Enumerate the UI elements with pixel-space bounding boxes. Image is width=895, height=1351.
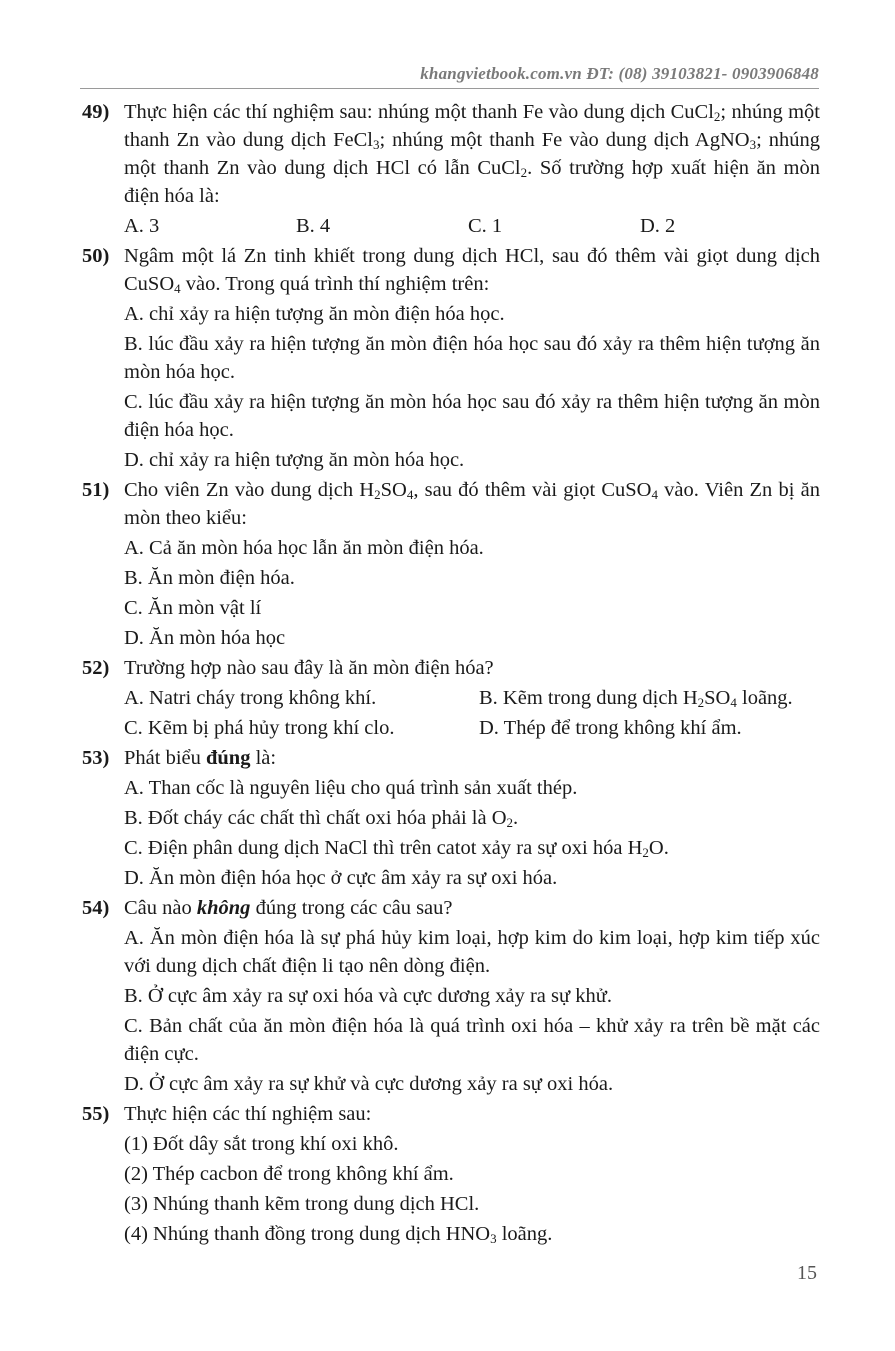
option-b: B. lúc đầu xảy ra hiện tượng ăn mòn điện hóa học sau đó xảy ra thêm hiện tượng ăn mòn hóa học. xyxy=(124,333,820,383)
question-51 xyxy=(82,476,820,652)
option-b: B. Đốt cháy các chất thì chất oxi hóa phải là $O_2$. xyxy=(124,807,519,830)
experiment-item: (3) Nhúng thanh kẽm trong dung dịch HCl. xyxy=(124,1193,480,1215)
question-55 xyxy=(82,1100,820,1248)
option-a: A. Natri cháy trong không khí. xyxy=(124,687,377,709)
question-52 xyxy=(82,654,820,742)
option-d: D. Ở cực âm xảy ra sự khử và cực dương xảy ra sự oxi hóa. xyxy=(124,1073,614,1095)
option-c: C. lúc đầu xảy ra hiện tượng ăn mòn hóa học sau đó xảy ra thêm hiện tượng ăn mòn điện hóa học. xyxy=(124,391,820,441)
emphasis-bold: đúng xyxy=(206,747,251,769)
question-number: 52) xyxy=(82,657,110,679)
option-c: C. Ăn mòn vật lí xyxy=(124,597,262,619)
page-content xyxy=(82,98,820,1250)
experiment-item: (4) Nhúng thanh đồng trong dung dịch $HNO_3$ loãng. xyxy=(124,1223,553,1246)
question-number: 55) xyxy=(82,1103,110,1125)
option-b: B. Ở cực âm xảy ra sự oxi hóa và cực dương xảy ra sự khử. xyxy=(124,985,612,1007)
option-b: B. Ăn mòn điện hóa. xyxy=(124,567,295,589)
experiment-item: (1) Đốt dây sắt trong khí oxi khô. xyxy=(124,1133,399,1155)
option-c: C. Điện phân dung dịch NaCl thì trên catot xảy ra sự oxi hóa $H_2O$. xyxy=(124,837,669,860)
option-c: C. 1 xyxy=(468,215,503,237)
question-54 xyxy=(82,894,820,1098)
option-a: A. 3 xyxy=(124,215,160,237)
option-d: D. Ăn mòn điện hóa học ở cực âm xảy ra sự oxi hóa. xyxy=(124,867,558,889)
question-text: Ngâm một lá Zn tinh khiết trong dung dịch HCl, sau đó thêm vài giọt dung dịch CuSO$_4$ vào. Trong quá trình thí nghiệm trên: xyxy=(124,245,820,296)
answer-options-row xyxy=(124,714,820,742)
option-d: D. chỉ xảy ra hiện tượng ăn mòn hóa học. xyxy=(124,449,465,471)
question-49 xyxy=(82,98,820,240)
question-number: 53) xyxy=(82,747,110,769)
page-header: khangvietbook.com.vn ĐT: (08) 39103821- 0903906848 xyxy=(80,64,819,89)
question-53 xyxy=(82,744,820,892)
answer-options xyxy=(124,212,820,240)
page-number: 15 xyxy=(797,1262,817,1284)
answer-options-row xyxy=(124,684,820,712)
question-number: 54) xyxy=(82,897,110,919)
question-number: 49) xyxy=(82,101,110,123)
experiment-item: (2) Thép cacbon để trong không khí ẩm. xyxy=(124,1163,454,1185)
emphasis-bold-italic: không xyxy=(196,897,251,919)
option-a: A. Than cốc là nguyên liệu cho quá trình sản xuất thép. xyxy=(124,777,578,799)
option-d: D. 2 xyxy=(640,215,676,237)
option-a: A. chỉ xảy ra hiện tượng ăn mòn điện hóa học. xyxy=(124,303,505,325)
question-number: 50) xyxy=(82,245,110,267)
question-text: Thực hiện các thí nghiệm sau: xyxy=(124,1103,372,1125)
question-text: Cho viên Zn vào dung dịch $H_2SO_4$, sau đó thêm vài giọt CuSO$_4$ vào. Viên Zn bị ăn mòn theo kiểu: xyxy=(124,479,820,529)
question-number: 51) xyxy=(82,479,110,501)
option-c: C. Kẽm bị phá hủy trong khí clo. xyxy=(124,717,395,739)
option-b: B. Kẽm trong dung dịch $H_2SO_4$ loãng. xyxy=(479,687,793,710)
option-c: C. Bản chất của ăn mòn điện hóa là quá trình oxi hóa – khử xảy ra trên bề mặt các điện cực. xyxy=(124,1015,820,1065)
question-text: Câu nào không đúng trong các câu sau? xyxy=(124,897,453,919)
option-d: D. Ăn mòn hóa học xyxy=(124,627,286,649)
question-text: Phát biểu đúng là: xyxy=(124,747,277,769)
question-50 xyxy=(82,242,820,474)
question-text: Thực hiện các thí nghiệm sau: nhúng một thanh Fe vào dung dịch CuCl$_2$; nhúng một thanh Zn vào dung dịch FeCl$_3$; nhúng một thanh Fe vào dung dịch AgNO$_3$; nhúng một thanh Zn vào dung dịch HCl có lẫn CuCl$_2$. Số trường hợp xuất hiện ăn mòn điện hóa là: xyxy=(124,101,820,207)
question-text: Trường hợp nào sau đây là ăn mòn điện hóa? xyxy=(124,657,494,679)
option-a: A. Ăn mòn điện hóa là sự phá hủy kim loại, hợp kim do kim loại, hợp kim tiếp xúc với dung dịch chất điện li tạo nên dòng điện. xyxy=(124,927,820,977)
option-a: A. Cả ăn mòn hóa học lẫn ăn mòn điện hóa. xyxy=(124,537,484,559)
option-d: D. Thép để trong không khí ẩm. xyxy=(479,717,742,739)
option-b: B. 4 xyxy=(296,215,331,237)
